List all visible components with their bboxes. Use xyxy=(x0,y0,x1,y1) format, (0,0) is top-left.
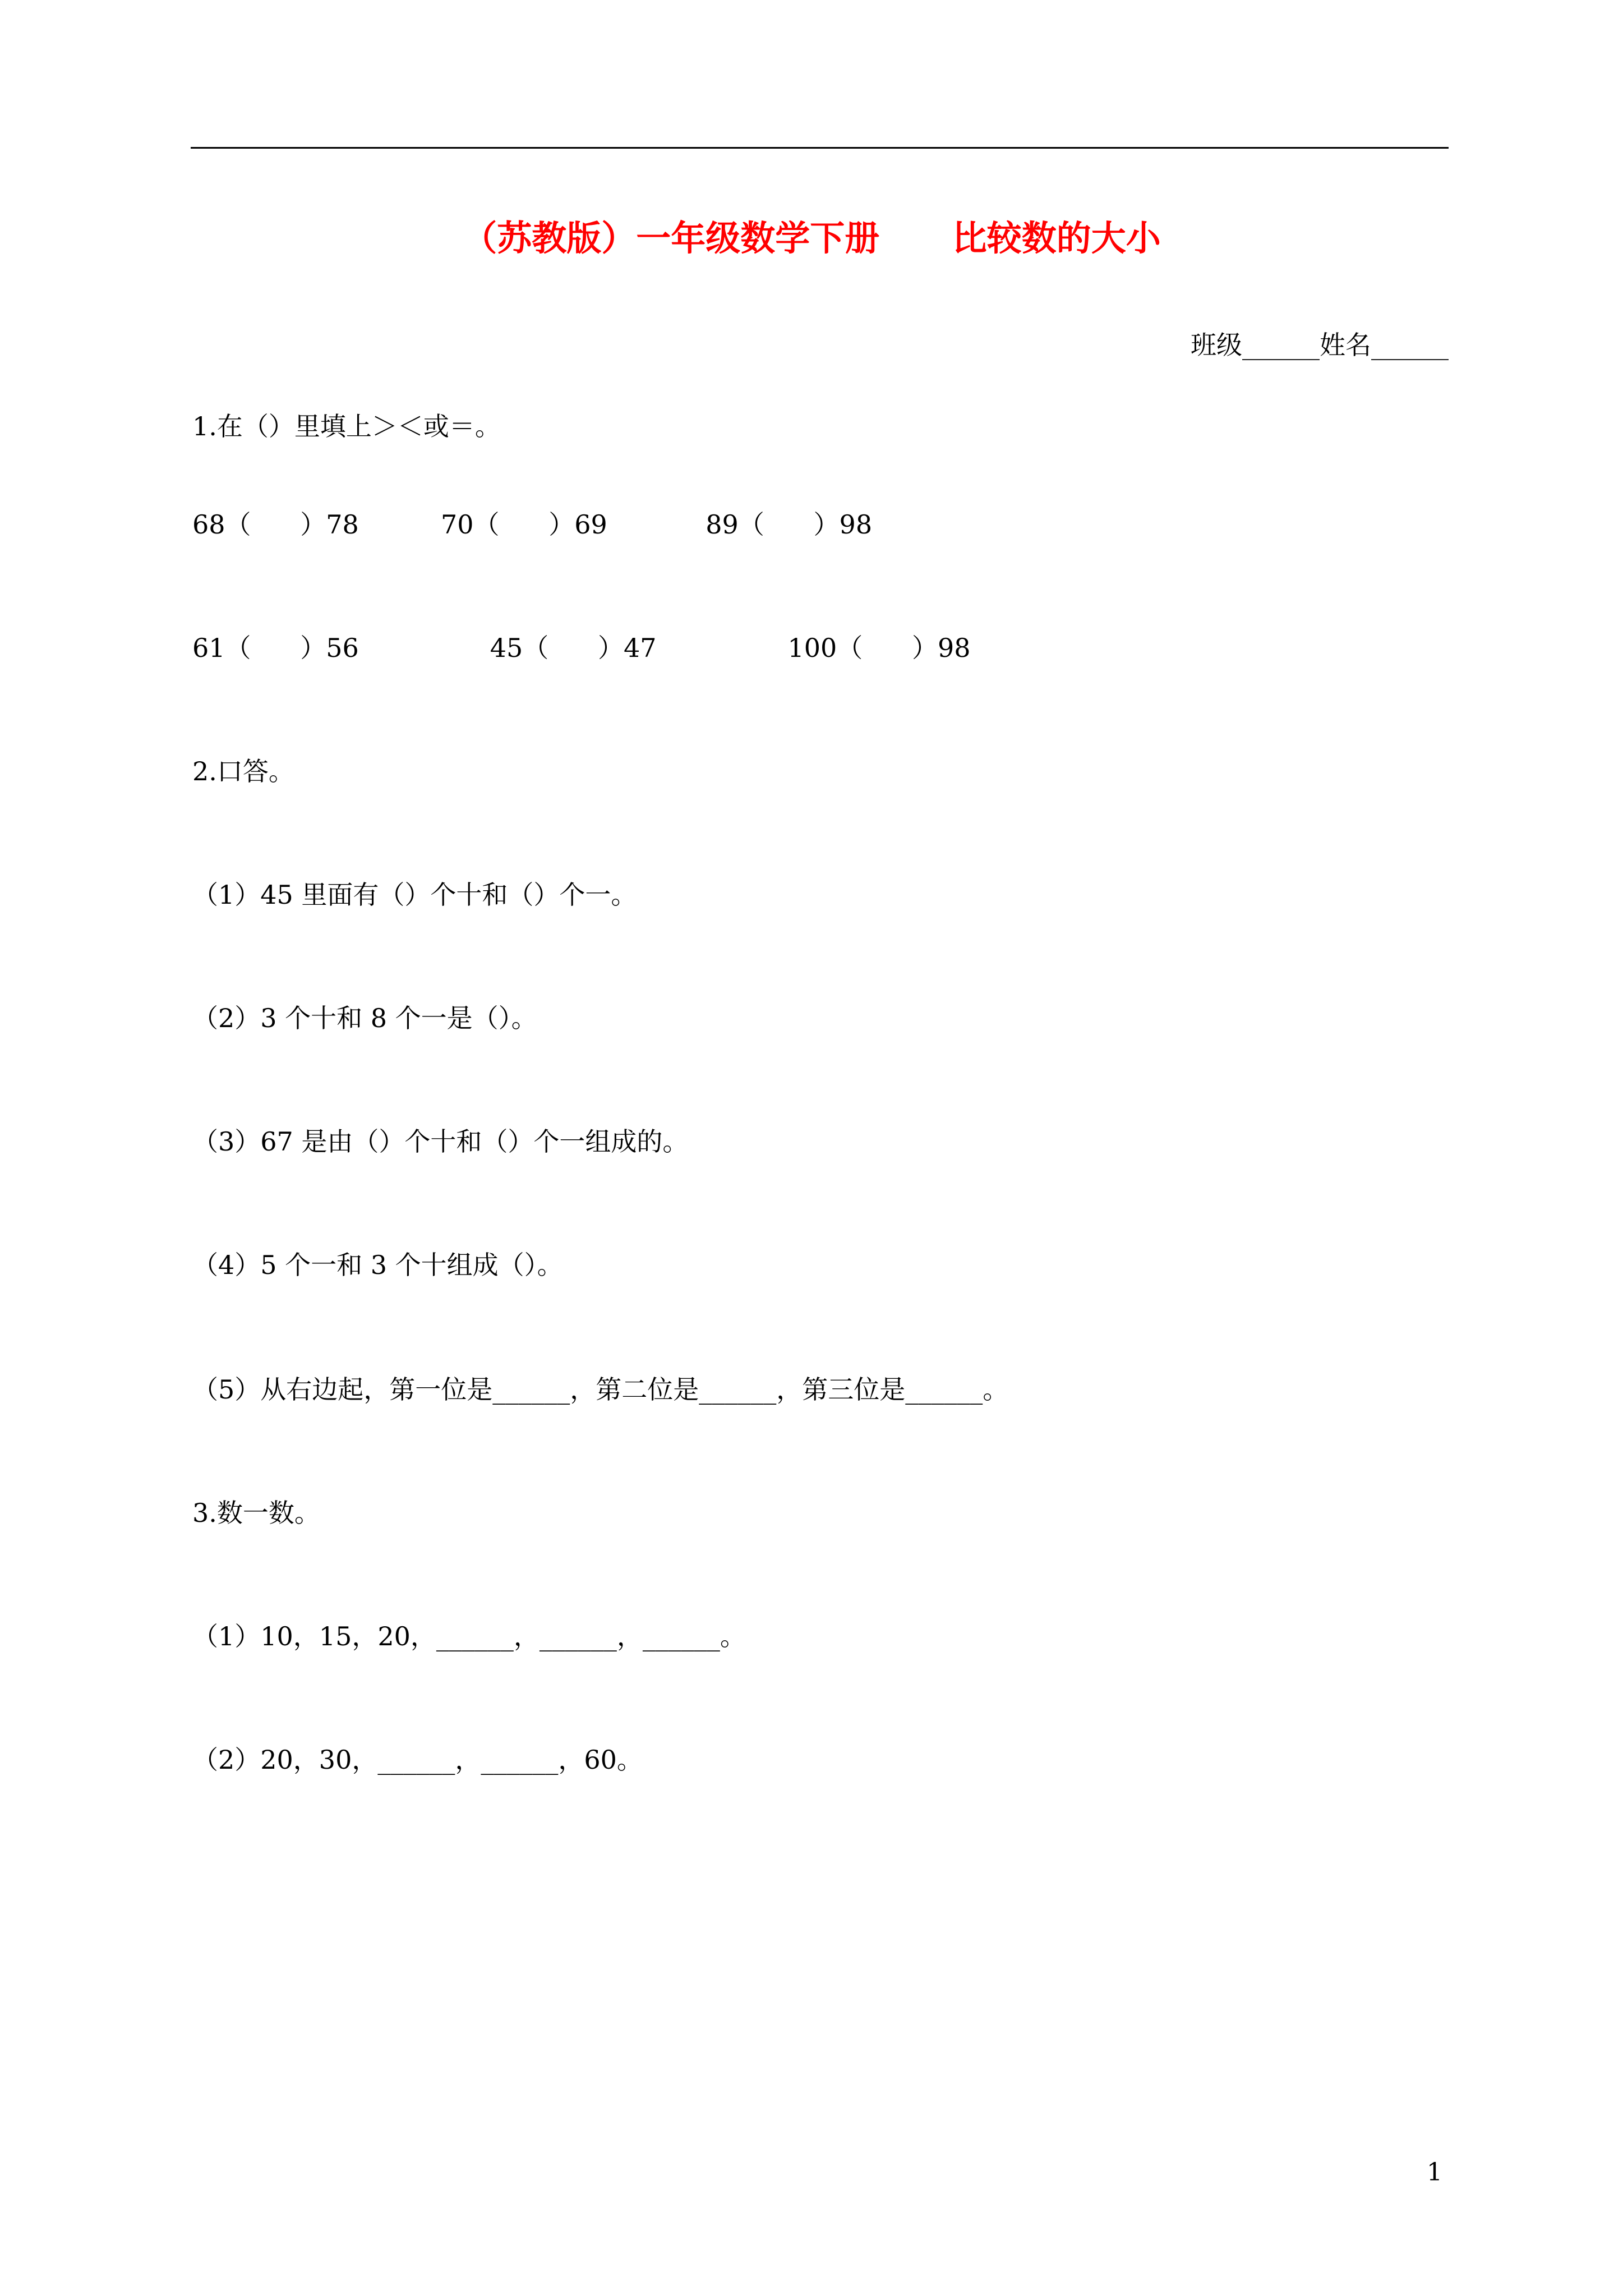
question-2-heading: 2.口答。 xyxy=(192,756,294,786)
question-2-item-4: （4）5 个一和 3 个十组成（）。 xyxy=(192,1250,563,1280)
header-rule xyxy=(191,147,1449,149)
class-name-line: 班级______姓名______ xyxy=(1191,330,1449,360)
document-title: （苏教版）一年级数学下册 比较数的大小 xyxy=(462,218,1161,259)
page-number: 1 xyxy=(1427,2158,1442,2187)
question-2-item-1: （1）45 里面有（）个十和（）个一。 xyxy=(192,880,637,910)
question-3-heading: 3.数一数。 xyxy=(192,1498,320,1528)
question-2-item-3: （3）67 是由（）个十和（）个一组成的。 xyxy=(192,1126,689,1157)
question-3-item-1: （1）10，15，20，______，______，______。 xyxy=(192,1621,746,1651)
question-2-item-2: （2）3 个十和 8 个一是（）。 xyxy=(192,1003,537,1033)
question-3-item-2: （2）20，30，______，______，60。 xyxy=(192,1745,643,1775)
question-1-row-1: 68（ ）78 70（ ）69 89（ ）98 xyxy=(192,509,873,540)
question-1-row-2: 61（ ）56 45（ ）47 100（ ）98 xyxy=(192,633,971,663)
question-1-heading: 1.在（）里填上＞＜或＝。 xyxy=(192,411,501,441)
question-2-item-5: （5）从右边起，第一位是______，第二位是______，第三位是______。 xyxy=(192,1374,1009,1405)
